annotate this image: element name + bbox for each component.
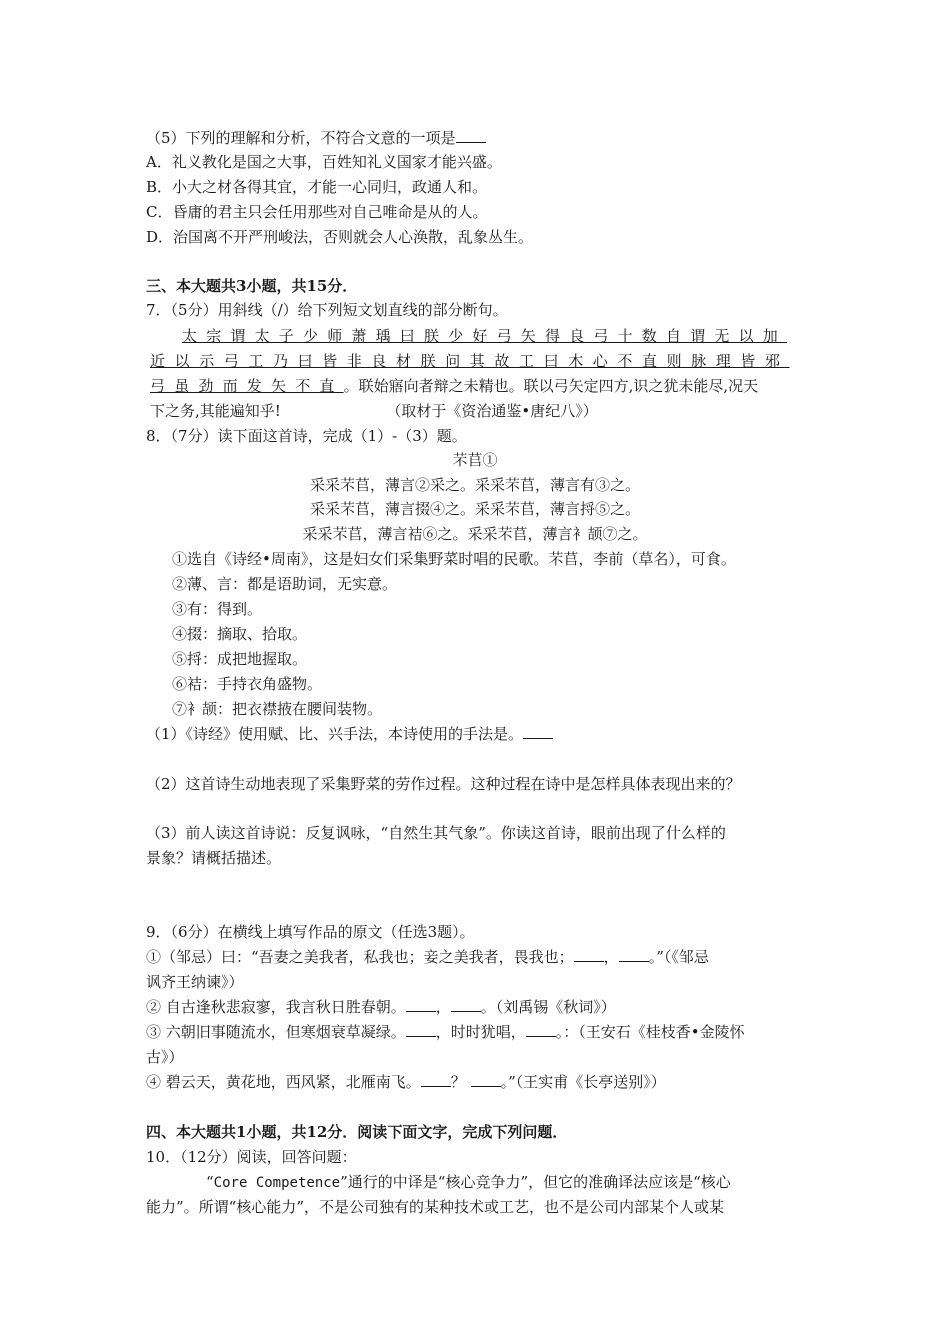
poem-note: ②薄、言：都是语助词，无实意。 [172, 575, 398, 593]
poem-line: 采采芣苢，薄言袺⑥之。采采芣苢，薄言衤颉⑦之。 [302, 525, 648, 543]
q7-passage-underlined: 弓虽劲而发矢不直 [150, 377, 344, 395]
q7-passage-line2: 近以示弓工乃曰皆非良材朕问其故工曰木心不直则脉理皆邪 [150, 352, 790, 370]
q6-option-a: A．礼义教化是国之大事，百姓知礼义国家才能兴盛。 [146, 153, 502, 171]
q7-passage-line3 [150, 375, 758, 397]
poem-note: ⑤捋：成把地握取。 [172, 650, 308, 668]
poem-note: ④掇：摘取、拾取。 [172, 625, 308, 643]
q6-prompt: （5）下列的理解和分析，不符合文意的一项是 [146, 127, 486, 149]
q10-paragraph-line1: “Core Competence”通行的中译是“核心竞争力”，但它的准确译法应该是“核心 [206, 1173, 731, 1191]
answer-blank[interactable] [526, 1021, 556, 1037]
q7-source: （取材于《资治通鉴•唐纪八》） [386, 402, 598, 420]
poem-line: 采采芣苢，薄言②采之。采采芣苢，薄言有③之。 [309, 476, 640, 494]
answer-blank[interactable] [523, 723, 553, 739]
answer-blank[interactable] [406, 996, 436, 1012]
answer-blank[interactable] [406, 1021, 436, 1037]
poem-note: ⑦衤颉：把衣襟掖在腰间装物。 [172, 700, 383, 718]
answer-blank[interactable] [574, 946, 604, 962]
answer-blank[interactable] [619, 946, 649, 962]
q9-item1: ①（邹忌）曰：“吾妻之美我者，私我也；妾之美我者，畏我也； ， 。”（《邹忌 [146, 948, 709, 966]
q9-item3-cont: 古》） [146, 1048, 184, 1066]
poem-note: ⑥袺：手持衣角盛物。 [172, 675, 323, 693]
q9-item4: ④ 碧云天，黄花地，西风紧，北雁南飞。 ？ 。”（王实甫《长亭送别》） [146, 1073, 666, 1091]
answer-blank[interactable] [421, 1071, 451, 1087]
poem-line: 采采芣苢，薄言掇④之。采采芣苢，薄言捋⑤之。 [309, 500, 640, 518]
q9-item1-cont: 讽齐王纳谏》） [146, 973, 244, 991]
poem-note: ③有：得到。 [172, 600, 263, 618]
answer-blank[interactable] [471, 1071, 501, 1087]
q7-prompt: 7．（5分）用斜线（/）给下列短文划直线的部分断句。 [146, 301, 508, 319]
section4-heading: 四、本大题共1小题，共12分．阅读下面文字，完成下列问题． [146, 1123, 568, 1141]
q7-passage-rest: 。联始寤向者辩之未精也。联以弓矢定四方,识之犹未能尽,况天 [343, 377, 759, 395]
q6-option-b: B．小大之材各得其宜，才能一心同归，政通人和。 [146, 178, 488, 196]
q10-paragraph-line2: 能力”。所谓“核心能力”，不是公司独有的某种技术或工艺，也不是公司内部某个人或某 [146, 1198, 725, 1216]
q8-sub3-line2: 景象？请概括描述。 [146, 849, 282, 867]
q9-item2: ② 自古逢秋悲寂寥，我言秋日胜春朝。 ， 。（刘禹锡《秋词》） [146, 998, 616, 1016]
q9-prompt: 9．（6分）在横线上填写作品的原文（任选3题）。 [146, 923, 475, 941]
q8-sub2: （2）这首诗生动地表现了采集野菜的劳作过程。这种过程在诗中是怎样具体表现出来的？ [146, 775, 741, 793]
q6-option-d: D．治国离不开严刑峻法，否则就会人心涣散，乱象丛生。 [146, 228, 534, 246]
answer-blank[interactable] [456, 127, 486, 143]
q7-passage-line1: 太宗谓太子少师萧瑀曰朕少好弓矢得良弓十数自谓无以加 [182, 327, 788, 345]
q6-option-c: C．昏庸的君主只会任用那些对自己唯命是从的人。 [146, 203, 488, 221]
answer-blank[interactable] [451, 996, 481, 1012]
q8-prompt: 8．（7分）读下面这首诗，完成（1）-（3）题。 [146, 427, 467, 445]
q8-sub3-line1: （3）前人读这首诗说：反复讽咏，“自然生其气象”。你读这首诗，眼前出现了什么样的 [146, 824, 726, 842]
section3-heading: 三、本大题共3小题，共15分． [146, 277, 358, 295]
q10-prompt: 10．（12分）阅读，回答问题： [146, 1148, 357, 1166]
poem-note: ①选自《诗经•周南》，这是妇女们采集野菜时唱的民歌。芣苢，李前（草名），可食。 [172, 550, 736, 568]
q7-passage-line4: 下之务,其能遍知乎! （取材于《资治通鉴•唐纪八》） [150, 402, 598, 420]
q9-item3: ③ 六朝旧事随流水，但寒烟衰草凝绿。 ，时时犹唱， 。：（王安石《桂枝香•金陵怀 [146, 1023, 745, 1041]
q8-sub1: （1）《诗经》使用赋、比、兴手法，本诗使用的手法是。 [146, 723, 553, 745]
poem-title: 芣苢① [452, 451, 498, 469]
